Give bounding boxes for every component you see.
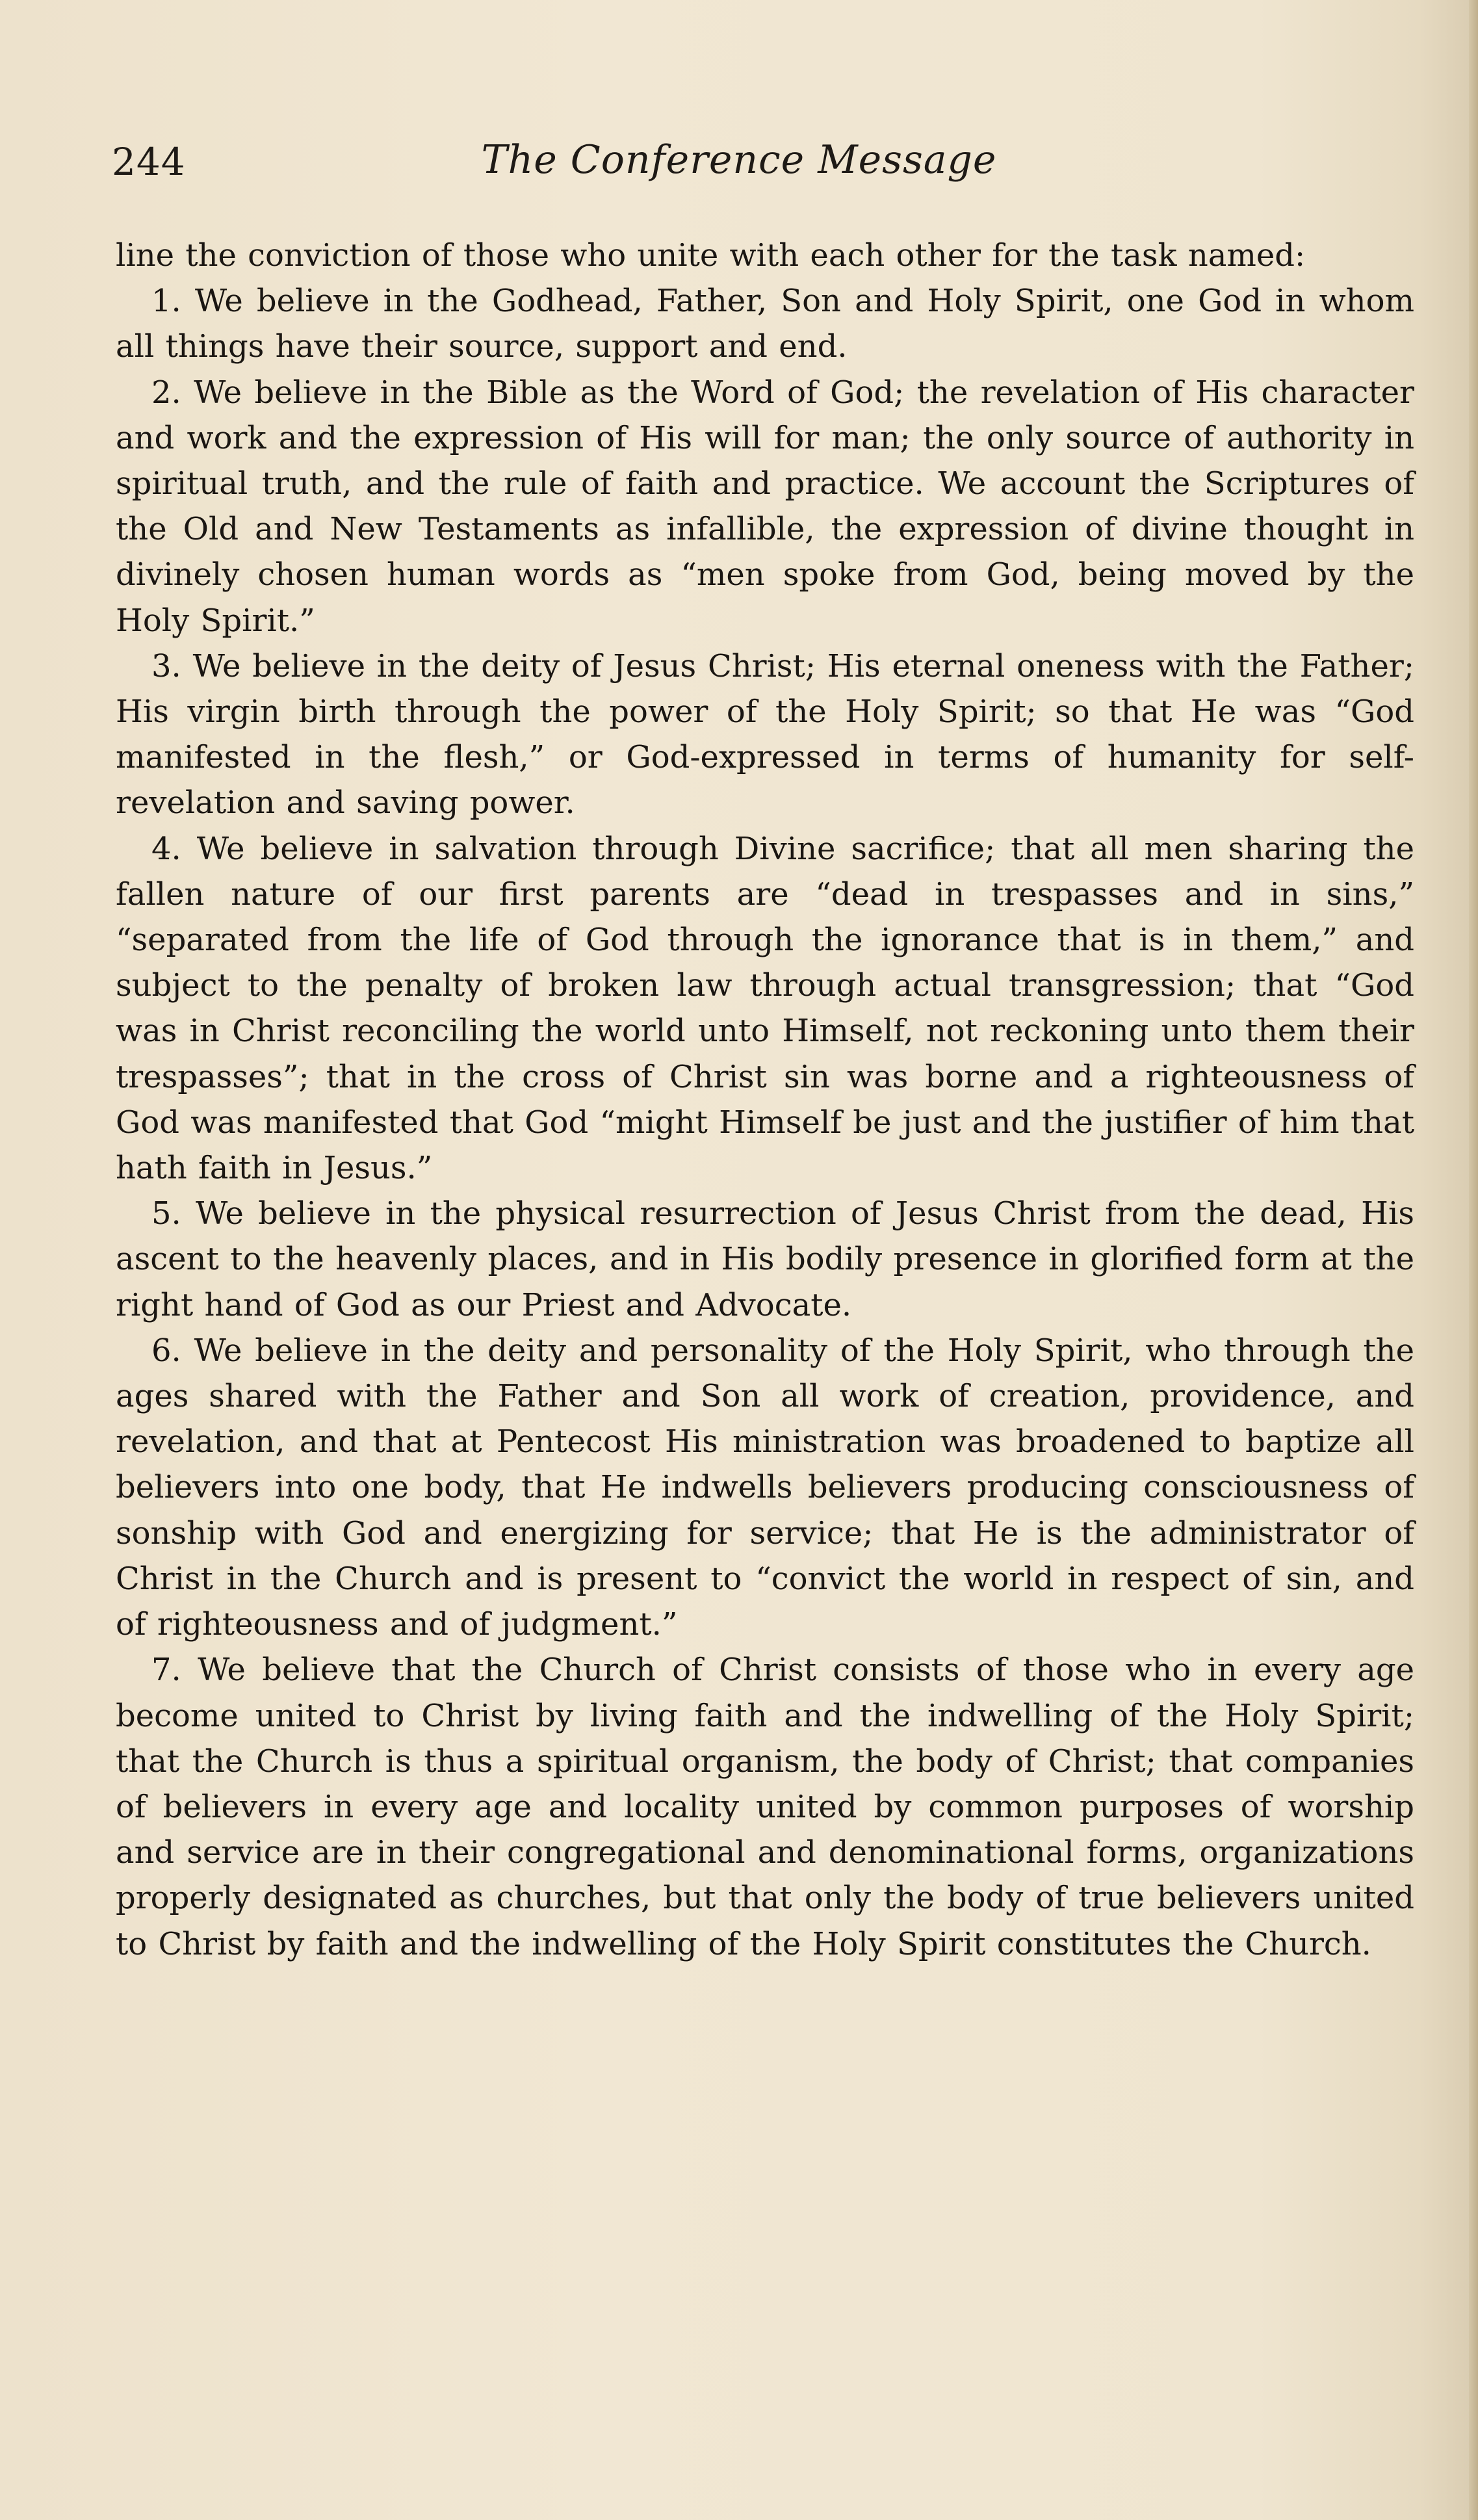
belief-item-4: 4. We believe in salvation through Divine sacrifice; that all men sharing the fallen nature of our first parents are “dead in trespasses and in sins,” “separated from the life of God through the ignorance that is in them,” and subject to the penalty of broken law through actual transgression; that “God was in Christ reconciling the world unto Himself, not reckoning unto them their trespasses”; that in the cross of Christ sin was borne and a righteousness of God was manifested that God “might Himself be just and the justifier of him that hath faith in Jesus.” [116,830,1414,1187]
running-head [112,133,1366,192]
belief-item-7: 7. We believe that the Church of Christ consists of those who in every age become united to Christ by living faith and the indwelling of the Holy Spirit; that the Church is thus a spiritual organism, the body of Christ; that companies of believers in every age and locality united by common purposes of worship and service are in their congregational and denominational forms, organizations properly designated as churches, but that only the body of true believers united to Christ by faith and the indwelling of the Holy Spirit constitutes the Church. [116,1652,1414,1962]
body-text [116,233,1414,1967]
belief-item-3: 3. We believe in the deity of Jesus Christ; His eternal oneness with the Father; His virgin birth through the power of the Holy Spirit; so that He was “God manifested in the flesh,” or God-expressed in terms of humanity for self-revelation and saving power. [116,647,1414,822]
belief-item-6: 6. We believe in the deity and personality of the Holy Spirit, who through the ages shared with the Father and Son all work of creation, providence, and revelation, and that at Pentecost His ministration was broadened to baptize all believers into one body, that He indwells believers producing consciousness of sonship with God and energizing for service; that He is the administrator of Christ in the Church and is present to “convict the world in respect of sin, and of righteousness and of judgment.” [116,1332,1414,1643]
belief-item-2: 2. We believe in the Bible as the Word of God; the revelation of His character and work and the expression of His will for man; the only source of authority in spiritual truth, and the rule of faith and practice. We account the Scriptures of the Old and New Testaments as infallible, the expression of divine thought in divinely chosen human words as “men spoke from God, being moved by the Holy Spirit.” [116,374,1414,639]
book-title: The Conference Message [481,137,997,183]
page-number: 244 [112,140,186,184]
intro-paragraph: line the conviction of those who unite with each other for the task named: [116,237,1306,274]
belief-item-5: 5. We believe in the physical resurrection of Jesus Christ from the dead, His ascent to the heavenly places, and in His bodily presence in glorified form at the right hand of God as our Priest and Advocate. [116,1195,1414,1323]
page-edge [1469,0,1478,2520]
belief-item-1: 1. We believe in the Godhead, Father, Son and Holy Spirit, one God in whom all things have their source, support and end. [116,283,1414,365]
